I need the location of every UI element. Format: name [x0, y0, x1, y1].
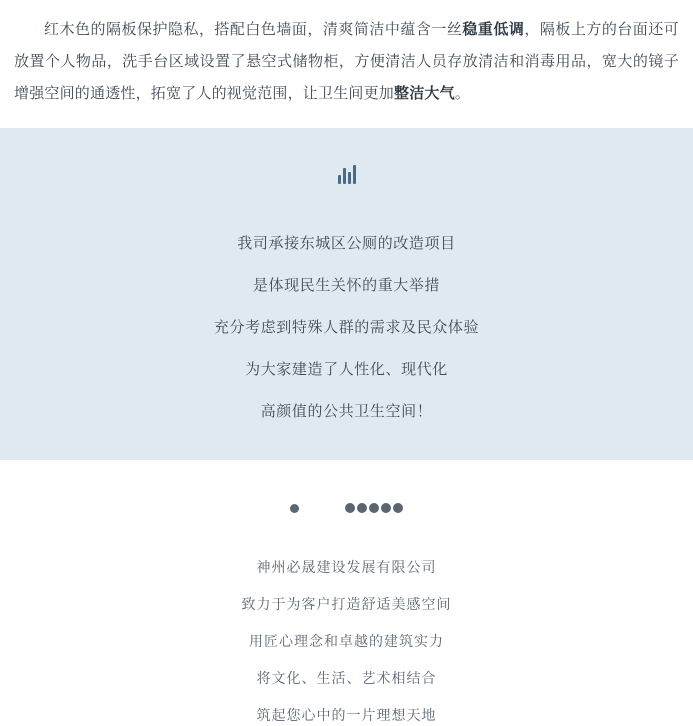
pagination-dot[interactable] — [345, 503, 355, 513]
panel-line: 我司承接东城区公厕的改造项目 — [237, 235, 456, 252]
pagination-dot[interactable] — [357, 503, 367, 513]
intro-seg-3-bold: 整洁大气 — [394, 85, 455, 102]
highlight-panel — [0, 128, 693, 460]
panel-line: 是体现民生关怀的重大举措 — [252, 277, 441, 294]
panel-lines — [14, 230, 679, 426]
bar-chart-icon — [14, 150, 679, 184]
panel-line: 为大家建造了人性化、现代化 — [245, 361, 448, 378]
footer-line: 筑起您心中的一片理想天地 — [256, 707, 437, 723]
pagination-dot[interactable] — [381, 503, 391, 513]
bar-1 — [338, 175, 341, 184]
intro-seg-2: ，隔板上方的台面还可放置个人物品，洗手台区域设置了悬空式储物柜，方便清洁人员存放清洁和消毒用品，宽大的镜子增强空间的通透性，拓宽了人的视觉范围，让卫生间更加 — [14, 21, 679, 102]
footer-line: 用匠心理念和卓越的建筑实力 — [249, 633, 444, 649]
pagination-dot[interactable] — [369, 503, 379, 513]
pagination-dot[interactable] — [393, 503, 403, 513]
pagination-dots — [0, 460, 693, 556]
intro-seg-0: 红木色的隔板保护隐私，搭配白色墙面，清爽简洁中蕴含一丝 — [44, 21, 463, 38]
footer-line: 致力于为客户打造舒适美感空间 — [241, 596, 452, 612]
panel-line: 充分考虑到特殊人群的需求及民众体验 — [213, 319, 480, 336]
footer-block — [0, 556, 693, 726]
intro-block — [0, 0, 693, 128]
intro-seg-4: 。 — [454, 85, 471, 102]
bar-2 — [343, 168, 346, 184]
footer-line: 神州必晟建设发展有限公司 — [256, 559, 437, 575]
bar-4 — [353, 165, 356, 184]
footer-line: 将文化、生活、艺术相结合 — [256, 670, 437, 686]
pagination-dot-group[interactable] — [345, 503, 403, 513]
pagination-dot-single[interactable] — [290, 504, 299, 513]
bar-3 — [348, 172, 351, 184]
intro-paragraph — [14, 14, 679, 110]
intro-seg-1-bold: 稳重低调 — [462, 21, 525, 38]
bar-chart-glyph — [338, 164, 356, 184]
panel-line: 高颜值的公共卫生空间！ — [260, 403, 433, 420]
